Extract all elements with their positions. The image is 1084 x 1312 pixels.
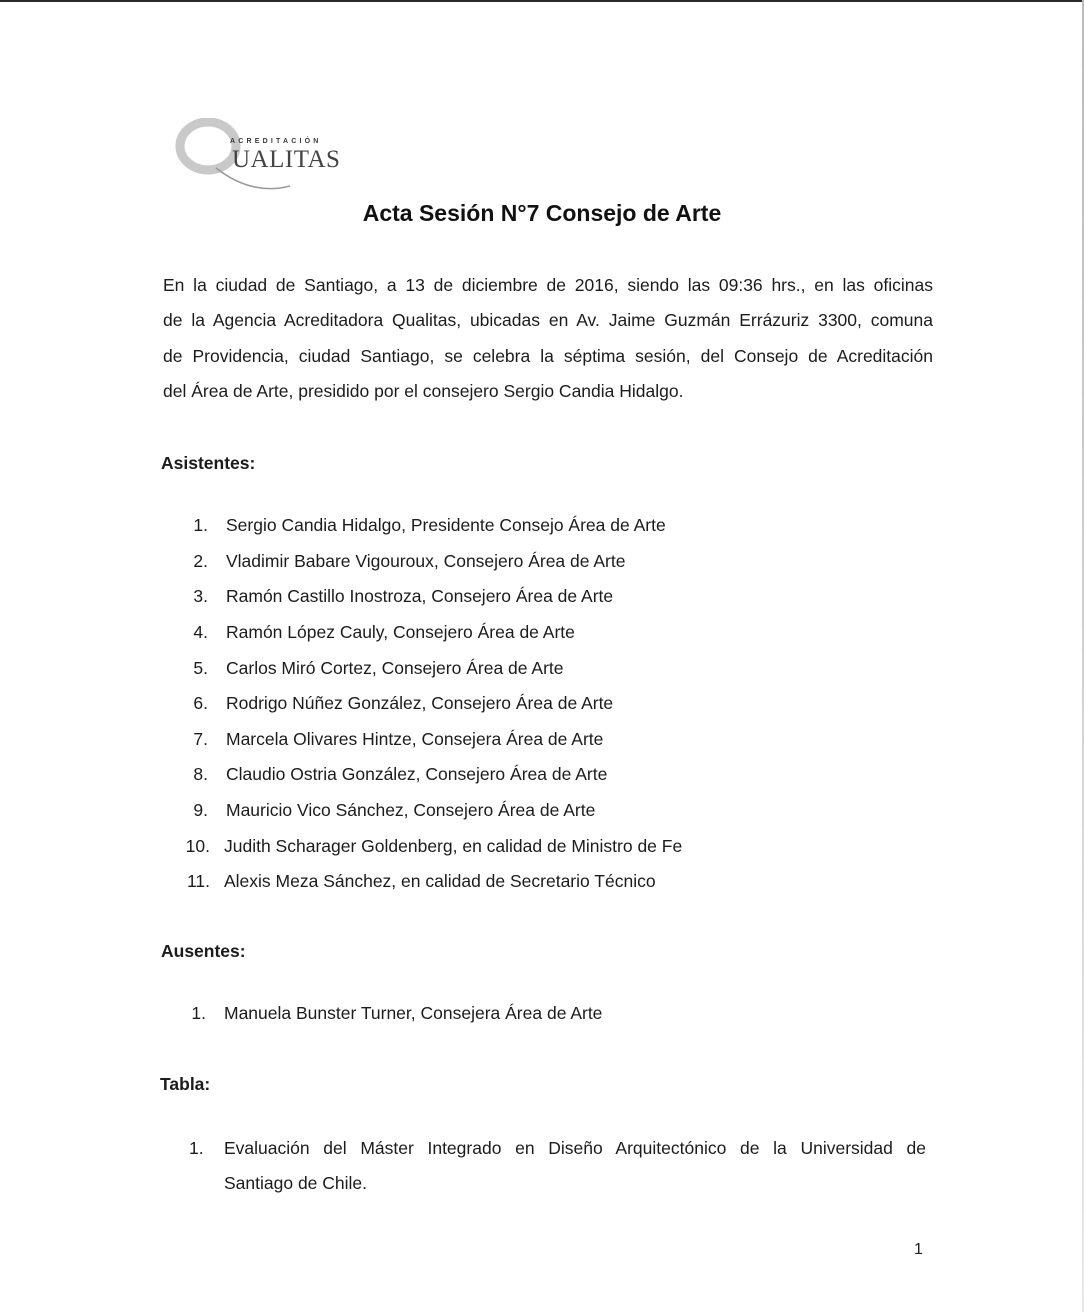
- page-number: 1: [914, 1241, 923, 1258]
- intro-line: de Providencia, ciudad Santiago, se celebra la séptima sesión, del Consejo de Acreditación: [163, 345, 933, 366]
- intro-line: En la ciudad de Santiago, a 13 de diciembre de 2016, siendo las 09:36 hrs., en las oficinas: [163, 275, 933, 295]
- agenda-heading: Tabla:: [160, 1074, 211, 1094]
- item-text: Alexis Meza Sánchez, en calidad de Secretario Técnico: [224, 871, 656, 892]
- item-text: Ramón López Cauly, Consejero Área de Arte: [226, 621, 575, 642]
- item-text: Manuela Bunster Turner, Consejera Área de Arte: [224, 1003, 603, 1023]
- intro-line: del Área de Arte, presidido por el consejero Sergio Candia Hidalgo.: [163, 380, 684, 401]
- agenda-line: Santiago de Chile.: [224, 1173, 368, 1193]
- absentees-heading: Ausentes:: [161, 941, 246, 961]
- item-text: Rodrigo Núñez González, Consejero Área de Arte: [226, 693, 614, 714]
- item-text: Judith Scharager Goldenberg, en calidad de Ministro de Fe: [224, 835, 683, 856]
- intro-line: de la Agencia Acreditadora Qualitas, ubicadas en Av. Jaime Guzmán Errázuriz 3300, comuna: [163, 310, 933, 331]
- item-number: 11.: [186, 871, 210, 892]
- item-text: Sergio Candia Hidalgo, Presidente Consejo Área de Arte: [226, 515, 666, 535]
- item-number: 1.: [193, 515, 208, 535]
- item-number: 1.: [191, 1003, 206, 1023]
- agenda-line: Evaluación del Máster Integrado en Diseño Arquitectónico de la Universidad de: [224, 1138, 926, 1158]
- item-number: 5.: [193, 657, 208, 678]
- logo-qualitas-text: UALITAS: [232, 146, 341, 173]
- item-number: 8.: [193, 764, 208, 785]
- intro-paragraph: [163, 268, 933, 409]
- item-number: 9.: [193, 800, 208, 821]
- top-border: [0, 0, 1084, 2]
- qualitas-logo: [172, 118, 352, 198]
- attendees-heading: Asistentes:: [161, 453, 256, 473]
- item-number: 2.: [193, 550, 208, 571]
- item-number: 6.: [193, 693, 208, 714]
- item-number: 4.: [193, 621, 208, 642]
- logo-acreditacion-text: ACREDITACIÓN: [230, 138, 322, 145]
- item-text: Marcela Olivares Hintze, Consejera Área de Arte: [226, 728, 604, 749]
- item-text: Claudio Ostria González, Consejero Área de Arte: [226, 764, 608, 785]
- item-text: Ramón Castillo Inostroza, Consejero Área de Arte: [226, 586, 614, 607]
- item-number: 7.: [193, 728, 208, 749]
- item-number: 3.: [193, 586, 208, 607]
- item-text: [224, 1131, 926, 1201]
- item-text: Mauricio Vico Sánchez, Consejero Área de Arte: [226, 800, 596, 821]
- item-number: 1.: [189, 1138, 204, 1158]
- document-title: Acta Sesión N°7 Consejo de Arte: [362, 200, 722, 226]
- item-text: Carlos Miró Cortez, Consejero Área de Arte: [226, 657, 564, 678]
- item-number: 10.: [185, 835, 210, 856]
- item-text: Vladimir Babare Vigouroux, Consejero Área de Arte: [226, 550, 626, 571]
